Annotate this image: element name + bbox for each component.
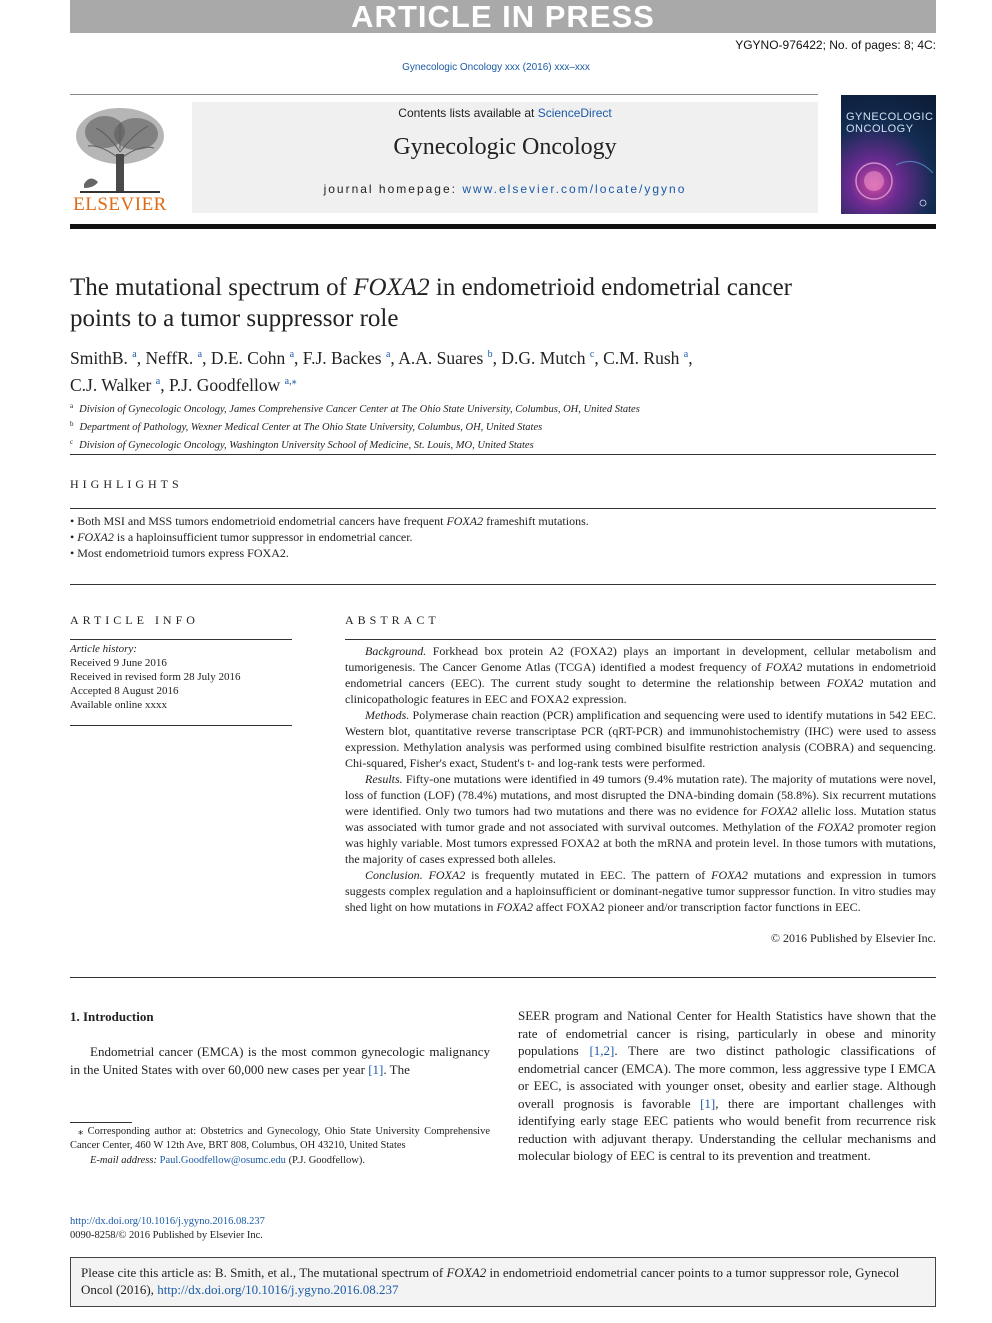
homepage-line: journal homepage: www.elsevier.com/locate/ygyno [323, 182, 687, 196]
email-line: E-mail address: Paul.Goodfellow@osumc.edu (P.J. Goodfellow). [90, 1155, 365, 1166]
sciencedirect-link[interactable]: ScienceDirect [537, 106, 612, 120]
affiliation-text: Division of Gynecologic Oncology, James Comprehensive Cancer Center at The Ohio State University, Columbus, OH, United States [79, 404, 640, 415]
elsevier-wordmark: ELSEVIER [73, 194, 167, 215]
affiliation-item [70, 399, 830, 417]
author-separator: , [202, 348, 211, 368]
contents-line: Contents lists available at ScienceDirect [398, 106, 612, 120]
abstract-heading: ABSTRACT [345, 613, 440, 627]
author-name: D.E. Cohn [210, 348, 286, 368]
issn-line: 0090-8258/© 2016 Published by Elsevier Inc. [70, 1230, 263, 1241]
journal-cover-image [841, 95, 936, 214]
article-info-heading: ARTICLE INFO [70, 613, 199, 627]
author-name: F.J. Backes [302, 348, 382, 368]
accepted-date: Accepted 8 August 2016 [70, 685, 179, 697]
affiliation-text: Department of Pathology, Wexner Medical Center at The Ohio State University, Columbus, OH, United States [79, 422, 543, 433]
author-affiliation-marker[interactable]: a [683, 349, 689, 360]
highlight-item [70, 545, 936, 561]
doi-block [70, 1215, 265, 1243]
affiliation-key: b [70, 420, 74, 428]
citation-box: Please cite this article as: B. Smith, et al., The mutational spectrum of FOXA2 in endometrioid endometrial cancer points to a tumor suppressor role, Gynecol Oncol (2016), http://dx.doi.org/10.1016/j.ygyno.2016.08.237 [70, 1257, 936, 1307]
author-separator: , [688, 348, 693, 368]
affiliation-key: a [70, 402, 74, 410]
affiliation-list [70, 399, 830, 453]
journal-name: Gynecologic Oncology [393, 134, 617, 160]
author-list [70, 343, 790, 397]
author-name: C.J. Walker [70, 375, 152, 395]
affiliation-rule [70, 454, 936, 455]
highlights-list [70, 513, 936, 561]
affiliation-item [70, 417, 830, 435]
abstract-results: Results. Fifty-one mutations were identified in 49 tumors (9.4% mutation rate). The majority of mutations were novel, loss of function (LOF) (78.4%) mutations, and most disrupted the DNA-binding domain (58.8%). Six recurrent mutations were identified. Only two tumors had two mutations and there was no evidence for FOXA2 allelic loss. Mutation status was associated with tumor grade and not associated with survival outcomes. Methylation of the FOXA2 promoter region was highly variable. Most tumors expressed FOXA2 at both the mRNA and protein level. In those tumors with mutations, the majority of cases expressed both alleles. [345, 772, 936, 866]
author-affiliation-marker[interactable]: a [289, 349, 295, 360]
author-affiliation-marker[interactable]: b [487, 349, 493, 360]
title-gene: FOXA2 [353, 274, 430, 301]
citation-link[interactable]: [1,2] [589, 1043, 615, 1058]
author-affiliation-marker[interactable]: c [589, 349, 595, 360]
manuscript-ref-line: YGYNO-976422; No. of pages: 8; 4C: [735, 38, 936, 52]
article-info-bottom-rule [70, 725, 292, 726]
article-title: The mutational spectrum of FOXA2 in endometrioid endometrial cancer points to a tumor suppressor role [70, 274, 792, 332]
highlight-text: is a haploinsufficient tumor suppressor in endometrial cancer. [113, 530, 413, 544]
highlight-gene: FOXA2 [77, 530, 114, 544]
highlight-item [70, 529, 936, 545]
author-name: NeffR. [145, 348, 194, 368]
author-separator: , [390, 348, 399, 368]
author-name: D.G. Mutch [501, 348, 586, 368]
online-date: Available online xxxx [70, 699, 167, 711]
abstract-methods: Methods. Polymerase chain reaction (PCR) amplification and sequencing were used to identify mutations in 542 EEC. Western blot, quantitative reverse transcriptase PCR (qRT-PCR) and immunohistochemistry (IHC) were used to assess expression. Methylation analysis was performed using combined bisulfite restriction analysis (COBRA) and sequencing. Chi-squared, Fisher's exact, Student's t- and log-rank tests were performed. [345, 708, 936, 770]
abstract-body [345, 643, 936, 915]
affiliation-text: Division of Gynecologic Oncology, Washington University School of Medicine, St. Louis, MO, United States [79, 440, 534, 451]
affiliation-key: c [70, 438, 74, 446]
author-affiliation-marker[interactable]: a [155, 376, 161, 387]
highlight-gene: FOXA2 [446, 514, 484, 528]
author-name: C.M. Rush [603, 348, 680, 368]
highlights-top-rule [70, 508, 936, 509]
journal-issue-link[interactable]: Gynecologic Oncology xxx (2016) xxx–xxx [402, 62, 590, 73]
author-affiliation-marker[interactable]: a [132, 349, 137, 360]
author-name: SmithB. [70, 348, 128, 368]
highlight-text: frameshift mutations. [483, 514, 589, 528]
corresponding-author-footnote: ⁎ Corresponding author at: Obstetrics and Gynecology, Ohio State University Comprehensive Cancer Center, 460 W 12th Ave, BRT 808, Columbus, OH 43210, United States E-mail address: Paul.Goodfellow@osumc.edu (P.J. Goodfellow). [70, 1126, 490, 1166]
author-affiliation-marker[interactable]: a [385, 349, 391, 360]
affiliation-item [70, 435, 830, 453]
author-separator: , [492, 348, 502, 368]
history-label: Article history: [70, 643, 137, 655]
introduction-heading: 1. Introduction [70, 1009, 154, 1024]
author-separator: , [594, 348, 604, 368]
highlight-item [70, 513, 936, 529]
abstract-bottom-rule [70, 977, 936, 978]
introduction-right-column: SEER program and National Center for Health Statistics have shown that the rate of endometrial cancer is rising, particularly in obese and minority populations [1,2]. There are two distinct pathologic classifications of endometrial cancer (EMCA). The more common, less aggressive type I EMCA or EEC, is associated with younger onset, obesity and earlier stage. Although overall prognosis is favorable [1], there are important challenges with identifying early stage EEC patients who would benefit from recurrence risk reduction with adjuvant therapy. Understanding the cellular mechanisms and molecular biology of EEC is central to its prevention and treatment. [518, 1008, 936, 1163]
header-thick-rule [70, 224, 936, 229]
highlights-bottom-rule [70, 584, 936, 585]
author-name: P.J. Goodfellow [168, 375, 281, 395]
abstract-background: Background. Forkhead box protein A2 (FOXA2) plays an important in development, cellular metabolism and tumorigenesis. The Cancer Genome Atlas (TCGA) identified a modest frequency of FOXA2 mutations in endometrioid endometrial cancers (EEC). The current study sought to determine the relationship between FOXA2 mutation and clinicopathologic features in EEC and FOXA2 expression. [345, 644, 936, 706]
introduction-left-column: Endometrial cancer (EMCA) is the most common gynecologic malignancy in the United States with over 60,000 new cases per year [1]. The [70, 1044, 490, 1077]
article-info-top-rule [70, 639, 292, 640]
cover-title: GYNECOLOGIC ONCOLOGY [846, 111, 934, 135]
author-separator: , [136, 348, 146, 368]
received-date: Received 9 June 2016 [70, 657, 167, 669]
article-history [70, 642, 292, 712]
homepage-link[interactable]: www.elsevier.com/locate/ygyno [462, 182, 687, 196]
article-in-press-banner: ARTICLE IN PRESS [70, 0, 936, 33]
journal-masthead [192, 102, 818, 213]
footnote-rule [70, 1122, 132, 1123]
doi-link[interactable]: http://dx.doi.org/10.1016/j.ygyno.2016.08.237 [70, 1216, 265, 1227]
author-separator: , [294, 348, 303, 368]
highlight-text: • Most endometrioid tumors express FOXA2. [70, 546, 289, 560]
citation-doi-link[interactable]: http://dx.doi.org/10.1016/j.ygyno.2016.08.237 [157, 1282, 399, 1297]
revised-date: Received in revised form 28 July 2016 [70, 671, 241, 683]
email-link[interactable]: Paul.Goodfellow@osumc.edu [159, 1155, 286, 1166]
highlight-text: • [70, 530, 78, 544]
author-separator: , [160, 375, 169, 395]
abstract-copyright: © 2016 Published by Elsevier Inc. [770, 931, 936, 945]
author-affiliation-marker[interactable]: a [197, 349, 203, 360]
citation-link[interactable]: [1] [368, 1061, 384, 1077]
header-rule [70, 94, 818, 95]
highlights-heading: HIGHLIGHTS [70, 477, 183, 491]
highlight-text: • Both MSI and MSS tumors endometrioid endometrial cancers have frequent [70, 514, 447, 528]
abstract-top-rule [345, 639, 936, 640]
author-name: A.A. Suares [398, 348, 484, 368]
abstract-conclusion: Conclusion. FOXA2 is frequently mutated in EEC. The pattern of FOXA2 mutations and expression in tumors suggests complex regulation and a haploinsufficient or dominant-negative tumor suppressor function. In vitro studies may shed light on how mutations in FOXA2 affect FOXA2 pioneer and/or transcription factor functions in EEC. [345, 868, 937, 914]
citation-link[interactable]: [1] [700, 1095, 716, 1111]
author-affiliation-marker[interactable]: a,⁎ [284, 376, 297, 387]
